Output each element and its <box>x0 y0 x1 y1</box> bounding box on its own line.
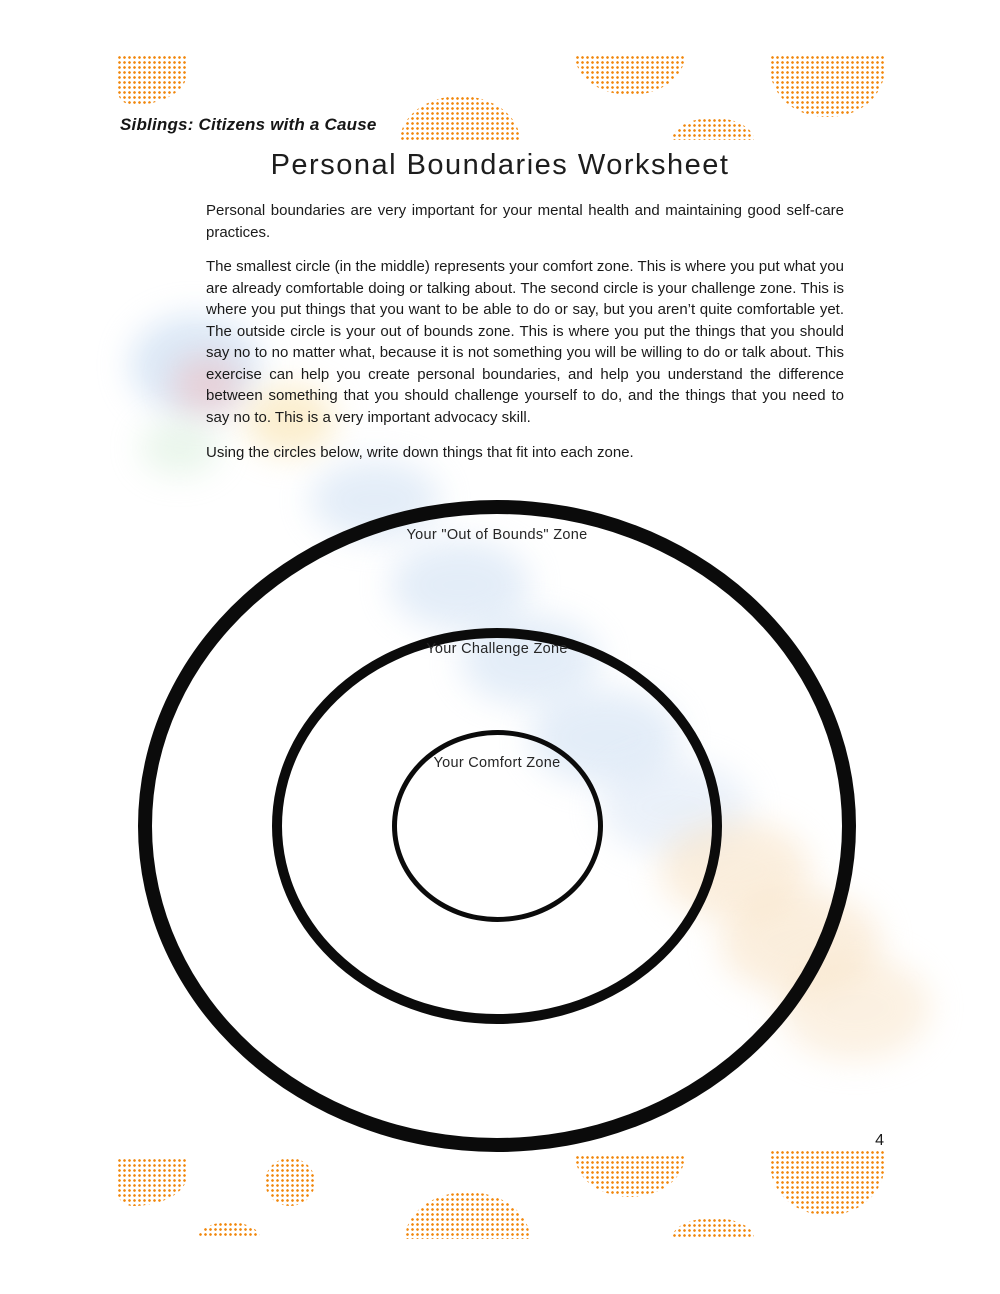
dot-decoration-top-left <box>117 55 187 105</box>
dot-decoration-bottom-small-dome-right <box>672 1218 754 1238</box>
dot-decoration-top-bowl <box>575 55 685 95</box>
challenge-zone-label: Your Challenge Zone <box>426 641 568 657</box>
dot-decoration-top-center-dome <box>400 96 520 141</box>
comfort-zone-label: Your Comfort Zone <box>433 755 561 771</box>
instruction-paragraph: Using the circles below, write down things that fit into each zone. <box>206 444 634 461</box>
page-number: 4 <box>875 1132 884 1149</box>
dot-decoration-bottom-right-bowl <box>770 1150 885 1215</box>
dot-decoration-bottom-left-block <box>117 1158 187 1206</box>
explanation-paragraph: The smallest circle (in the middle) represents your comfort zone. This is where you put what you are already comfortable doing or talking about. The second circle is your challenge zone. This is where you put things that you want to be able to do or say, but you aren’t quite comfortable yet. The outside circle is your out of bounds zone. This is where you put the things that you should say no to no matter what, because it is not something you will be willing to do or talk about. This exercise can help you create personal boundaries, and help you understand the difference between something that you should challenge yourself to do, and the things that you need to say no to. This is a very important advocacy skill. <box>206 258 844 426</box>
dot-decoration-bottom-circle <box>265 1158 315 1206</box>
dot-decoration-bottom-big-dome <box>405 1192 530 1239</box>
out-of-bounds-zone-label: Your "Out of Bounds" Zone <box>406 527 588 543</box>
dot-decoration-bottom-small-dome-left <box>198 1222 260 1238</box>
dot-decoration-top-right-bowl <box>770 55 885 117</box>
dot-decoration-bottom-bowl <box>575 1155 685 1197</box>
page-title: Personal Boundaries Worksheet <box>270 149 730 181</box>
intro-paragraph: Personal boundaries are very important for your mental health and maintaining good self-care practices. <box>206 202 844 241</box>
brand-header: Siblings: Citizens with a Cause <box>120 115 377 134</box>
dot-decoration-top-small-dome <box>672 118 754 140</box>
